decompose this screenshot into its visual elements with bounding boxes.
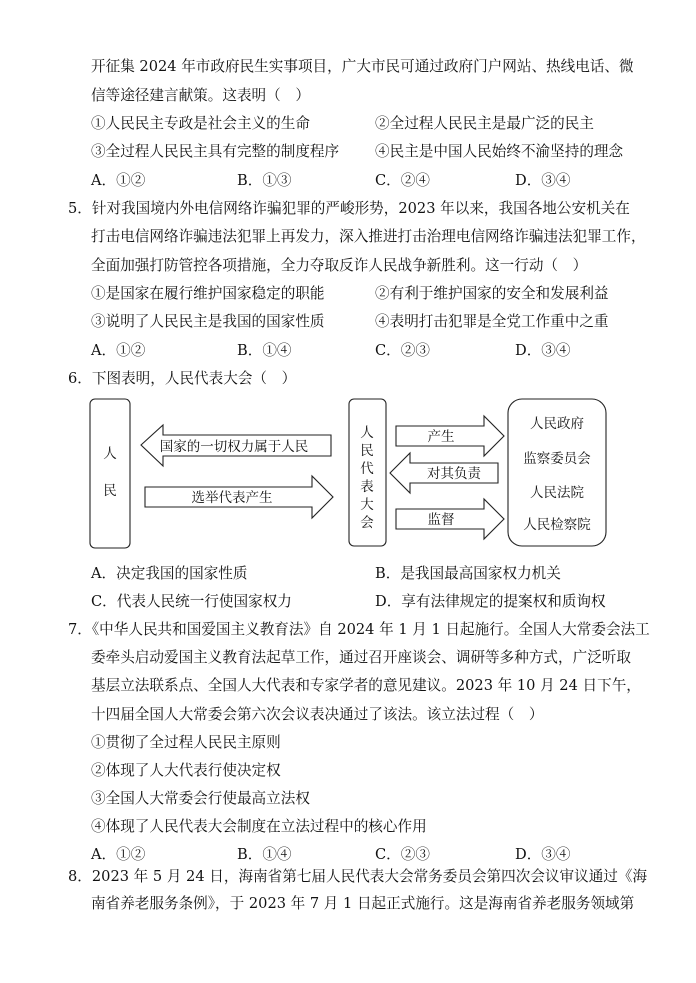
q5-option-a: A．①② — [91, 342, 146, 359]
q6-option-d: D．享有法律规定的提案权和质询权 — [375, 593, 606, 610]
q5-statement-1: ①是国家在履行维护国家稳定的职能 — [91, 285, 325, 302]
congress-char-5: 大 — [360, 497, 374, 513]
q4-statement-4: ④民主是中国人民始终不渝坚持的理念 — [375, 143, 624, 160]
congress-char-3: 代 — [360, 461, 374, 477]
organ-government: 人民政府 — [530, 416, 584, 432]
q5-statement-3: ③说明了人民民主是我国的国家性质 — [91, 313, 325, 330]
q7-option-b: B．①④ — [237, 846, 292, 863]
q7-line-4: 十四届全国人大常委会第六次会议表决通过了该法。该立法过程（ ） — [91, 706, 544, 723]
q4-line-1: 开征集 2024 年市政府民生实事项目，广大市民可通过政府门户网站、热线电话、微 — [91, 58, 634, 75]
q7-option-a: A．①② — [91, 846, 146, 863]
q5-line-1: 5．针对我国境内外电信网络诈骗犯罪的严峻形势，2023 年以来，我国各地公安机关在 — [68, 200, 630, 217]
people-char-2: 民 — [103, 483, 117, 499]
arrow-supervise-label: 监督 — [427, 512, 455, 528]
q4-statement-1: ①人民民主专政是社会主义的生命 — [91, 115, 310, 132]
q4-statement-3: ③全过程人民民主具有完整的制度程序 — [91, 143, 340, 160]
q8-line-2: 南省养老服务条例》，于 2023 年 7 月 1 日起正式施行。这是海南省养老服务领域第 — [91, 895, 635, 912]
q4-line-2: 信等途径建言献策。这表明（ ） — [91, 87, 310, 104]
q5-option-d: D．③④ — [515, 342, 571, 359]
organ-procuratorate: 人民检察院 — [523, 517, 591, 533]
organ-supervisory: 监察委员会 — [523, 451, 591, 467]
congress-char-2: 民 — [360, 443, 374, 459]
q5-option-c: C．②③ — [375, 342, 430, 359]
q7-statement-2: ②体现了人大代表行使决定权 — [91, 762, 281, 779]
arrow-power-label: 国家的一切权力属于人民 — [159, 439, 309, 455]
q7-line-2: 委牵头启动爱国主义教育法起草工作，通过召开座谈会、调研等多种方式，广泛听取 — [91, 649, 631, 666]
q6-stem: 6．下图表明，人民代表大会（ ） — [68, 370, 297, 387]
arrow-responsible-label: 对其负责 — [427, 466, 481, 482]
q5-statement-2: ②有利于维护国家的安全和发展利益 — [375, 285, 609, 302]
q5-statement-4: ④表明打击犯罪是全党工作重中之重 — [375, 313, 609, 330]
q7-statement-3: ③全国人大常委会行使最高立法权 — [91, 790, 310, 807]
q5-line-3: 全面加强打防管控各项措施，全力夺取反诈人民战争新胜利。这一行动（ ） — [91, 257, 588, 274]
q5-option-b: B．①④ — [237, 342, 292, 359]
q7-option-c: C．②③ — [375, 846, 430, 863]
q4-option-d: D．③④ — [515, 172, 571, 189]
q4-statement-2: ②全过程人民民主是最广泛的民主 — [375, 115, 594, 132]
q6-option-b: B．是我国最高国家权力机关 — [375, 565, 561, 582]
organ-court: 人民法院 — [530, 485, 584, 501]
congress-char-1: 人 — [360, 425, 374, 441]
q7-option-d: D．③④ — [515, 846, 571, 863]
q7-line-1: 7．《中华人民共和国爱国主义教育法》自 2024 年 1 月 1 日起施行。全国人大常委会法工 — [68, 621, 650, 638]
q6-option-a: A．决定我国的国家性质 — [91, 565, 248, 582]
people-char-1: 人 — [103, 446, 117, 462]
q5-line-2: 打击电信网络诈骗违法犯罪上再发力，深入推进打击治理电信网络诈骗违法犯罪工作， — [91, 228, 646, 245]
q4-option-a: A．①② — [91, 172, 146, 189]
q7-statement-1: ①贯彻了全过程人民民主原则 — [91, 734, 281, 751]
q4-option-b: B．①③ — [237, 172, 292, 189]
people-box — [90, 399, 130, 548]
q8-line-1: 8．2023 年 5 月 24 日，海南省第七届人民代表大会常务委员会第四次会议审议通过《海 — [68, 868, 648, 885]
q4-option-c: C．②④ — [375, 172, 430, 189]
q6-option-c: C．代表人民统一行使国家权力 — [91, 593, 292, 610]
q7-statement-4: ④体现了人民代表大会制度在立法过程中的核心作用 — [91, 818, 427, 835]
congress-char-6: 会 — [360, 515, 374, 531]
q7-line-3: 基层立法联系点、全国人大代表和专家学者的意见建议。2023 年 10 月 24 日下午， — [91, 677, 641, 694]
arrow-produce-label: 产生 — [427, 429, 455, 445]
arrow-elect-label: 选举代表产生 — [191, 490, 273, 506]
congress-char-4: 表 — [360, 479, 374, 495]
